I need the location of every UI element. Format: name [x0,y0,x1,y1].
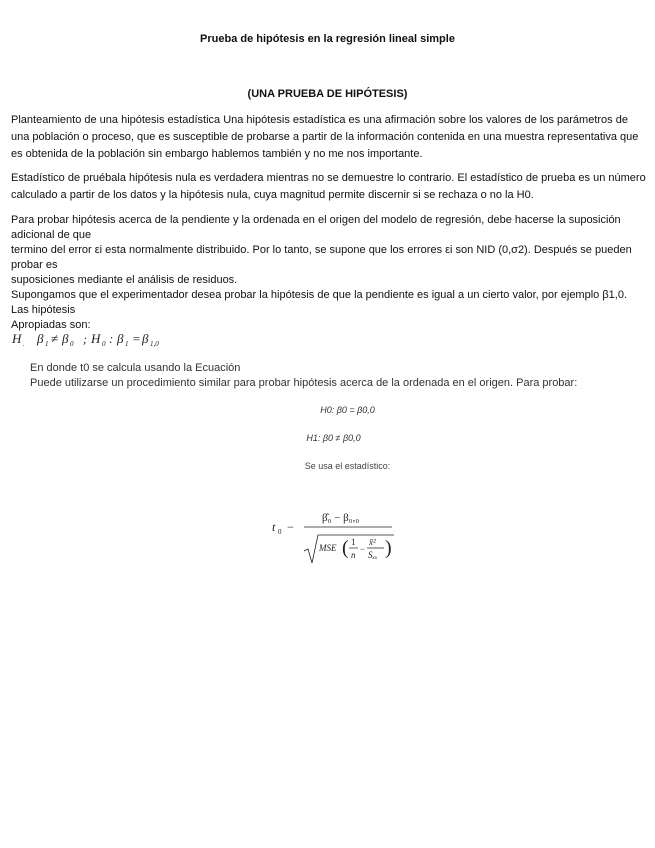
svg-text:0: 0 [102,340,106,348]
formula-lhs: t [272,520,276,534]
formula-mse: MSE [319,543,337,553]
svg-text:≠: ≠ [51,331,59,346]
svg-text:;: ; [83,332,87,346]
formula-numerator: β̂₀ − β₀,₀ [322,512,360,524]
paragraph-line: Apropiadas son: [11,319,91,331]
svg-text:β: β [142,331,149,346]
svg-text:1,0: 1,0 [150,340,159,348]
paragraph-test-statistic: Estadístico de pruébala hipótesis nula es verdadera mientras no se demuestre lo contrario. El estadístico de prueba es un número calculado a partir de los datos y la hipótesis nula, cuya magnitud permite discernir si se rechaza o no la H0. [11,172,646,201]
paragraph-line: Supongamos que el experimentador desea probar la hipótesis de que la pendiente es igual a un cierto valor, por ejemplo β1,0. Las hipótesis [11,289,628,316]
svg-text:.: . [23,340,25,348]
svg-text:H: H [91,331,101,346]
formula-lhs-sub: 0 [278,528,282,536]
equation-reference-text: En donde t0 se calcula usando la Ecuación [30,362,241,374]
formula-frac2-den: Sₓₓ [368,550,378,560]
svg-text:0: 0 [70,340,74,348]
svg-text:): ) [385,537,392,559]
svg-text:β: β [117,331,124,346]
t-statistic-formula [268,505,398,575]
svg-text:−: − [287,520,294,534]
paragraph-slope-test [11,213,647,333]
svg-text:1: 1 [125,340,129,348]
alternative-hypothesis: H1: β0 ≠ β0,0 [306,433,361,443]
svg-text:−: − [360,544,366,554]
formula-frac2-num: x̄² [369,537,376,547]
svg-text:H: H [12,331,22,346]
paragraph-line: Para probar hipótesis acerca de la pendiente y la ordenada en el origen del modelo de regresión, debe hacerse la suposición adicional de que [11,214,621,241]
intercept-test-text: Puede utilizarse un procedimiento similar para probar hipótesis acerca de la ordenada en el origen. Para probar: [30,377,578,389]
page-title: Prueba de hipótesis en la regresión lineal simple [200,33,455,45]
svg-text:β: β [62,331,69,346]
svg-text:(: ( [342,537,349,559]
paragraph-hypothesis-definition: Planteamiento de una hipótesis estadística Una hipótesis estadística es una afirmación sobre los valores de los parámetros de una población o proceso, que es susceptible de probarse a partir de la información contenida en una muestra representativa que es obtenida de la población sin embargo hablemos también y no me nos importante. [11,114,639,160]
formula-frac-den: n [351,550,356,560]
svg-text:β: β [37,331,44,346]
slope-hypotheses-image [11,330,171,348]
null-hypothesis: H0: β0 = β0,0 [320,405,375,415]
formula-frac-num: 1 [351,537,356,547]
section-subtitle: (UNA PRUEBA DE HIPÓTESIS) [247,88,408,100]
svg-text::: : [109,331,114,346]
paragraph-line: termino del error εi esta normalmente distribuido. Por lo tanto, se supone que los errores εi son NID (0,σ2). Después se pueden probar es [11,244,632,271]
statistic-label: Se usa el estadístico: [304,461,391,471]
svg-text:=: = [132,331,141,346]
svg-text:1: 1 [45,340,49,348]
paragraph-line: suposiciones mediante el análisis de residuos. [11,274,238,286]
